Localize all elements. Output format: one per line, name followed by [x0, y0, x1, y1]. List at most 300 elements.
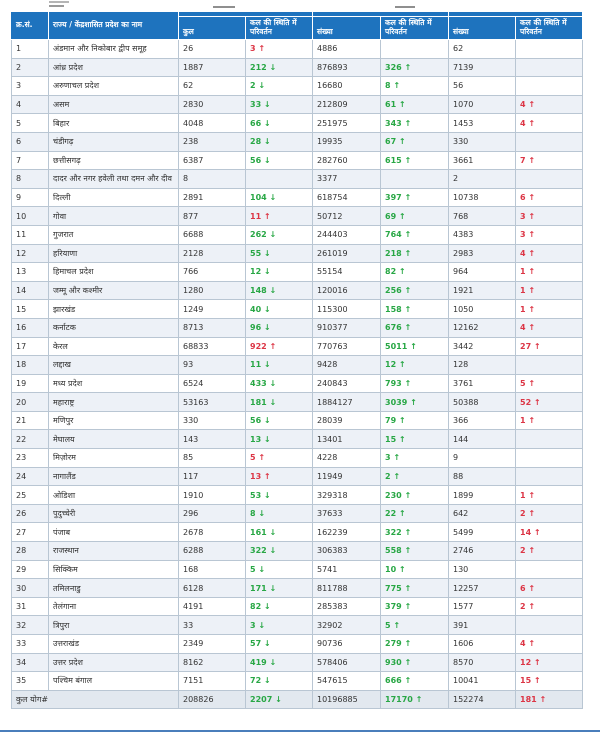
deaths-count: 10041: [449, 672, 516, 691]
cured-count: 285383: [313, 597, 381, 616]
active-change: [246, 411, 313, 430]
cured-count: 244403: [313, 225, 381, 244]
serial-number: 1: [12, 40, 49, 59]
state-name: असम: [49, 95, 179, 114]
arrow-up-icon: ↑: [404, 118, 412, 128]
active-count: 6524: [179, 374, 246, 393]
cured-change: [381, 114, 449, 133]
active-change: [246, 542, 313, 561]
column-header-serial: क्र.सं.: [12, 12, 49, 40]
active-change-value: 72 ↓: [250, 676, 271, 686]
total-row: [12, 690, 583, 709]
cured-change-value: 67 ↑: [385, 137, 406, 147]
arrow-down-icon: ↓: [263, 155, 271, 165]
table-row: [12, 504, 583, 523]
active-change: [246, 653, 313, 672]
deaths-change: [516, 40, 583, 59]
arrow-down-icon: ↓: [263, 323, 271, 333]
active-change-value: 57 ↓: [250, 639, 271, 649]
deaths-change-value: 181 ↑: [520, 695, 547, 705]
deaths-count: 2: [449, 170, 516, 189]
cured-count: 618754: [313, 188, 381, 207]
active-change-value: 104 ↓: [250, 193, 277, 203]
serial-number: 32: [12, 616, 49, 635]
state-name: उत्तराखंड: [49, 635, 179, 654]
cured-change: [381, 616, 449, 635]
cured-change-value: 397 ↑: [385, 193, 412, 203]
arrow-up-icon: ↑: [398, 360, 406, 370]
active-count: 68833: [179, 337, 246, 356]
active-count: 6387: [179, 151, 246, 170]
arrow-up-icon: ↑: [528, 193, 536, 203]
serial-number: 28: [12, 542, 49, 561]
cured-change: [381, 523, 449, 542]
state-name: दिल्ली: [49, 188, 179, 207]
column-header-active-change: कल की स्थिति में परिवर्तन: [246, 17, 313, 40]
deaths-change: [516, 244, 583, 263]
arrow-down-icon: ↓: [258, 564, 266, 574]
active-count: 6288: [179, 542, 246, 561]
deaths-change: [516, 356, 583, 375]
cured-count: 770763: [313, 337, 381, 356]
column-header-active-total: कुल: [179, 17, 246, 40]
active-count: 33: [179, 616, 246, 635]
active-count: 168: [179, 560, 246, 579]
cured-change-value: 61 ↑: [385, 100, 406, 110]
deaths-count: 391: [449, 616, 516, 635]
table-row: [12, 560, 583, 579]
arrow-up-icon: ↑: [404, 248, 412, 258]
cured-count: 37633: [313, 504, 381, 523]
deaths-count: 4383: [449, 225, 516, 244]
cured-count: 55154: [313, 263, 381, 282]
cured-change: [381, 597, 449, 616]
arrow-down-icon: ↓: [269, 286, 277, 296]
arrow-up-icon: ↑: [528, 490, 536, 500]
cured-change-value: 8 ↑: [385, 81, 401, 91]
table-header: [12, 12, 583, 40]
deaths-change: [516, 411, 583, 430]
cured-change-value: 79 ↑: [385, 416, 406, 426]
cured-count: 32902: [313, 616, 381, 635]
active-change-value: 56 ↓: [250, 416, 271, 426]
deaths-change: [516, 523, 583, 542]
cured-change-value: 3 ↑: [385, 453, 401, 463]
arrow-down-icon: ↓: [263, 118, 271, 128]
serial-number: 27: [12, 523, 49, 542]
active-change-value: 13 ↑: [250, 471, 271, 481]
deaths-change: [516, 374, 583, 393]
active-change: [246, 579, 313, 598]
state-name: मेघालय: [49, 430, 179, 449]
active-count: 8713: [179, 318, 246, 337]
cured-count: 329318: [313, 486, 381, 505]
cured-change: [381, 672, 449, 691]
serial-number: 11: [12, 225, 49, 244]
deaths-count: 3761: [449, 374, 516, 393]
deaths-count: 366: [449, 411, 516, 430]
active-change: [246, 318, 313, 337]
cured-change: [381, 244, 449, 263]
cured-count: 115300: [313, 300, 381, 319]
serial-number: 12: [12, 244, 49, 263]
active-change-value: 161 ↓: [250, 527, 277, 537]
serial-number: 15: [12, 300, 49, 319]
arrow-up-icon: ↑: [528, 286, 536, 296]
arrow-down-icon: ↓: [269, 193, 277, 203]
arrow-up-icon: ↑: [528, 267, 536, 277]
total-active-change: [246, 690, 313, 709]
total-cured-count: 10196885: [313, 690, 381, 709]
cured-change: [381, 58, 449, 77]
active-count: 877: [179, 207, 246, 226]
cured-change: [381, 393, 449, 412]
active-change-value: 148 ↓: [250, 286, 277, 296]
serial-number: 2: [12, 58, 49, 77]
serial-number: 25: [12, 486, 49, 505]
table-row: [12, 77, 583, 96]
serial-number: 23: [12, 449, 49, 468]
arrow-up-icon: ↑: [393, 81, 401, 91]
deaths-count: 10738: [449, 188, 516, 207]
table-row: [12, 263, 583, 282]
serial-number: 8: [12, 170, 49, 189]
total-label: कुल योग#: [12, 690, 179, 709]
active-change: [246, 672, 313, 691]
cured-change: [381, 374, 449, 393]
active-change: [246, 337, 313, 356]
deaths-count: 130: [449, 560, 516, 579]
state-name: हिमाचल प्रदेश: [49, 263, 179, 282]
cured-change: [381, 635, 449, 654]
deaths-count: 1070: [449, 95, 516, 114]
deaths-count: 128: [449, 356, 516, 375]
deaths-change: [516, 95, 583, 114]
state-name: नागालैंड: [49, 467, 179, 486]
serial-number: 26: [12, 504, 49, 523]
cured-change-value: 5011 ↑: [385, 341, 417, 351]
arrow-up-icon: ↑: [533, 397, 541, 407]
deaths-change: [516, 300, 583, 319]
deaths-change-value: 5 ↑: [520, 378, 536, 388]
arrow-down-icon: ↓: [263, 676, 271, 686]
arrow-up-icon: ↑: [533, 341, 541, 351]
active-count: 2349: [179, 635, 246, 654]
table-row: [12, 207, 583, 226]
active-change: [246, 77, 313, 96]
arrow-down-icon: ↓: [263, 639, 271, 649]
cured-change: [381, 40, 449, 59]
deaths-change-value: 4 ↑: [520, 118, 536, 128]
active-change-value: 13 ↓: [250, 434, 271, 444]
deaths-count: 12257: [449, 579, 516, 598]
arrow-up-icon: ↑: [404, 62, 412, 72]
arrow-up-icon: ↑: [404, 602, 412, 612]
arrow-up-icon: ↑: [533, 676, 541, 686]
active-count: 93: [179, 356, 246, 375]
table-row: [12, 300, 583, 319]
table-row: [12, 597, 583, 616]
deaths-change-value: 4 ↑: [520, 100, 536, 110]
deaths-change-value: 6 ↑: [520, 193, 536, 203]
state-name: पश्चिम बंगाल: [49, 672, 179, 691]
table-row: [12, 132, 583, 151]
cured-change: [381, 188, 449, 207]
arrow-up-icon: ↑: [404, 378, 412, 388]
active-change-value: 322 ↓: [250, 546, 277, 556]
deaths-change: [516, 616, 583, 635]
cured-change: [381, 77, 449, 96]
column-header-deaths-count: संख्या: [449, 17, 516, 40]
cured-change-value: 230 ↑: [385, 490, 412, 500]
cured-change-value: 2 ↑: [385, 471, 401, 481]
deaths-change: [516, 225, 583, 244]
deaths-count: 8570: [449, 653, 516, 672]
deaths-count: 5499: [449, 523, 516, 542]
cured-change-value: 158 ↑: [385, 304, 412, 314]
deaths-change-value: 4 ↑: [520, 248, 536, 258]
arrow-down-icon: ↓: [258, 81, 266, 91]
state-name: हरियाणा: [49, 244, 179, 263]
active-change: [246, 430, 313, 449]
cured-count: 212809: [313, 95, 381, 114]
deaths-change-value: 1 ↑: [520, 267, 536, 277]
table-row: [12, 653, 583, 672]
arrow-down-icon: ↓: [269, 546, 277, 556]
arrow-down-icon: ↓: [269, 62, 277, 72]
table-row: [12, 449, 583, 468]
active-change: [246, 449, 313, 468]
arrow-up-icon: ↑: [404, 230, 412, 240]
active-count: 26: [179, 40, 246, 59]
covid-statewise-table: [11, 11, 583, 709]
arrow-down-icon: ↓: [263, 137, 271, 147]
cured-count: 578406: [313, 653, 381, 672]
deaths-change-value: 1 ↑: [520, 304, 536, 314]
cured-change: [381, 132, 449, 151]
deaths-change-value: 12 ↑: [520, 657, 541, 667]
state-name: गोवा: [49, 207, 179, 226]
cured-count: 90736: [313, 635, 381, 654]
deaths-count: 7139: [449, 58, 516, 77]
active-count: 4048: [179, 114, 246, 133]
state-name: चंडीगढ़: [49, 132, 179, 151]
cured-change-value: 12 ↑: [385, 360, 406, 370]
cured-change: [381, 151, 449, 170]
active-change-value: 96 ↓: [250, 323, 271, 333]
arrow-down-icon: ↓: [269, 397, 277, 407]
cured-change: [381, 207, 449, 226]
deaths-count: 768: [449, 207, 516, 226]
cured-change-value: 615 ↑: [385, 155, 412, 165]
state-name: कर्नाटक: [49, 318, 179, 337]
deaths-count: 964: [449, 263, 516, 282]
deaths-change: [516, 170, 583, 189]
active-change-value: 3 ↑: [250, 44, 266, 54]
deaths-change-value: 2 ↑: [520, 509, 536, 519]
cured-change-value: 676 ↑: [385, 323, 412, 333]
active-change: [246, 170, 313, 189]
state-name: उत्तर प्रदेश: [49, 653, 179, 672]
active-change-value: 5 ↑: [250, 453, 266, 463]
cured-change-value: 930 ↑: [385, 657, 412, 667]
active-change-value: 53 ↓: [250, 490, 271, 500]
active-change: [246, 504, 313, 523]
cured-change-value: 793 ↑: [385, 378, 412, 388]
deaths-change: [516, 560, 583, 579]
state-name: गुजरात: [49, 225, 179, 244]
active-change-value: 66 ↓: [250, 118, 271, 128]
cured-count: 4886: [313, 40, 381, 59]
truncated-text-fragment: [49, 5, 64, 7]
deaths-change-value: 1 ↑: [520, 416, 536, 426]
active-change-value: 33 ↓: [250, 100, 271, 110]
active-change-value: 922 ↑: [250, 341, 277, 351]
arrow-down-icon: ↓: [275, 695, 282, 705]
cured-count: 547615: [313, 672, 381, 691]
cured-change-value: 326 ↑: [385, 62, 412, 72]
cured-change-value: 764 ↑: [385, 230, 412, 240]
arrow-down-icon: ↓: [263, 602, 271, 612]
arrow-down-icon: ↓: [269, 657, 277, 667]
active-change: [246, 188, 313, 207]
arrow-up-icon: ↑: [404, 304, 412, 314]
cured-change: [381, 263, 449, 282]
cured-count: 876893: [313, 58, 381, 77]
arrow-up-icon: ↑: [528, 230, 536, 240]
table-row: [12, 58, 583, 77]
cured-count: 910377: [313, 318, 381, 337]
deaths-count: 1606: [449, 635, 516, 654]
deaths-count: 88: [449, 467, 516, 486]
deaths-count: 1577: [449, 597, 516, 616]
arrow-up-icon: ↑: [263, 211, 271, 221]
table-row: [12, 542, 583, 561]
arrow-up-icon: ↑: [533, 527, 541, 537]
serial-number: 13: [12, 263, 49, 282]
total-deaths-count: 152274: [449, 690, 516, 709]
active-change: [246, 356, 313, 375]
table-row: [12, 672, 583, 691]
deaths-count: 62: [449, 40, 516, 59]
active-change-value: 28 ↓: [250, 137, 271, 147]
deaths-count: 1050: [449, 300, 516, 319]
active-change: [246, 114, 313, 133]
cured-count: 282760: [313, 151, 381, 170]
arrow-up-icon: ↑: [528, 211, 536, 221]
deaths-change-value: 7 ↑: [520, 155, 536, 165]
arrow-up-icon: ↑: [528, 323, 536, 333]
deaths-change-value: 3 ↑: [520, 230, 536, 240]
active-count: 4191: [179, 597, 246, 616]
state-name: मध्य प्रदेश: [49, 374, 179, 393]
cured-change-value: 82 ↑: [385, 267, 406, 277]
serial-number: 7: [12, 151, 49, 170]
deaths-change-value: 2 ↑: [520, 546, 536, 556]
arrow-up-icon: ↑: [404, 193, 412, 203]
deaths-count: 3442: [449, 337, 516, 356]
arrow-up-icon: ↑: [528, 304, 536, 314]
active-change: [246, 207, 313, 226]
active-change: [246, 486, 313, 505]
arrow-down-icon: ↓: [258, 509, 266, 519]
cured-change: [381, 486, 449, 505]
state-name: सिक्किम: [49, 560, 179, 579]
table-row: [12, 281, 583, 300]
deaths-count: 12162: [449, 318, 516, 337]
active-count: 7151: [179, 672, 246, 691]
cured-change: [381, 467, 449, 486]
arrow-up-icon: ↑: [258, 453, 266, 463]
table-row: [12, 616, 583, 635]
arrow-up-icon: ↑: [263, 471, 271, 481]
arrow-up-icon: ↑: [528, 639, 536, 649]
deaths-change-value: 4 ↑: [520, 323, 536, 333]
cured-change: [381, 579, 449, 598]
cured-change: [381, 170, 449, 189]
deaths-change: [516, 579, 583, 598]
deaths-count: 2983: [449, 244, 516, 263]
arrow-up-icon: ↑: [398, 100, 406, 110]
arrow-up-icon: ↑: [398, 137, 406, 147]
deaths-change: [516, 58, 583, 77]
active-count: 1249: [179, 300, 246, 319]
deaths-count: 144: [449, 430, 516, 449]
active-change: [246, 151, 313, 170]
truncated-text-fragment: [213, 6, 235, 8]
cured-count: 13401: [313, 430, 381, 449]
cured-count: 261019: [313, 244, 381, 263]
serial-number: 35: [12, 672, 49, 691]
table-row: [12, 374, 583, 393]
deaths-change-value: 1 ↑: [520, 490, 536, 500]
cured-count: 28039: [313, 411, 381, 430]
active-change-value: 419 ↓: [250, 657, 277, 667]
active-change-value: 40 ↓: [250, 304, 271, 314]
active-count: 6688: [179, 225, 246, 244]
active-count: 296: [179, 504, 246, 523]
arrow-up-icon: ↑: [528, 583, 536, 593]
serial-number: 4: [12, 95, 49, 114]
total-cured-change: [381, 690, 449, 709]
active-count: 1910: [179, 486, 246, 505]
serial-number: 29: [12, 560, 49, 579]
state-name: तमिलनाडु: [49, 579, 179, 598]
deaths-change-value: 4 ↑: [520, 639, 536, 649]
arrow-up-icon: ↑: [404, 527, 412, 537]
arrow-up-icon: ↑: [410, 397, 417, 407]
deaths-count: 330: [449, 132, 516, 151]
state-name: अरुणाचल प्रदेश: [49, 77, 179, 96]
state-name: राजस्थान: [49, 542, 179, 561]
deaths-change: [516, 597, 583, 616]
active-change: [246, 244, 313, 263]
table-row: [12, 151, 583, 170]
cured-count: 3377: [313, 170, 381, 189]
cured-change-value: 322 ↑: [385, 527, 412, 537]
state-name: छत्तीसगढ़: [49, 151, 179, 170]
state-name: झारखंड: [49, 300, 179, 319]
arrow-up-icon: ↑: [404, 676, 412, 686]
deaths-change: [516, 635, 583, 654]
active-change-value: 55 ↓: [250, 248, 271, 258]
arrow-up-icon: ↑: [269, 341, 277, 351]
active-count: 6128: [179, 579, 246, 598]
deaths-count: 9: [449, 449, 516, 468]
deaths-count: 2746: [449, 542, 516, 561]
active-change: [246, 523, 313, 542]
serial-number: 20: [12, 393, 49, 412]
